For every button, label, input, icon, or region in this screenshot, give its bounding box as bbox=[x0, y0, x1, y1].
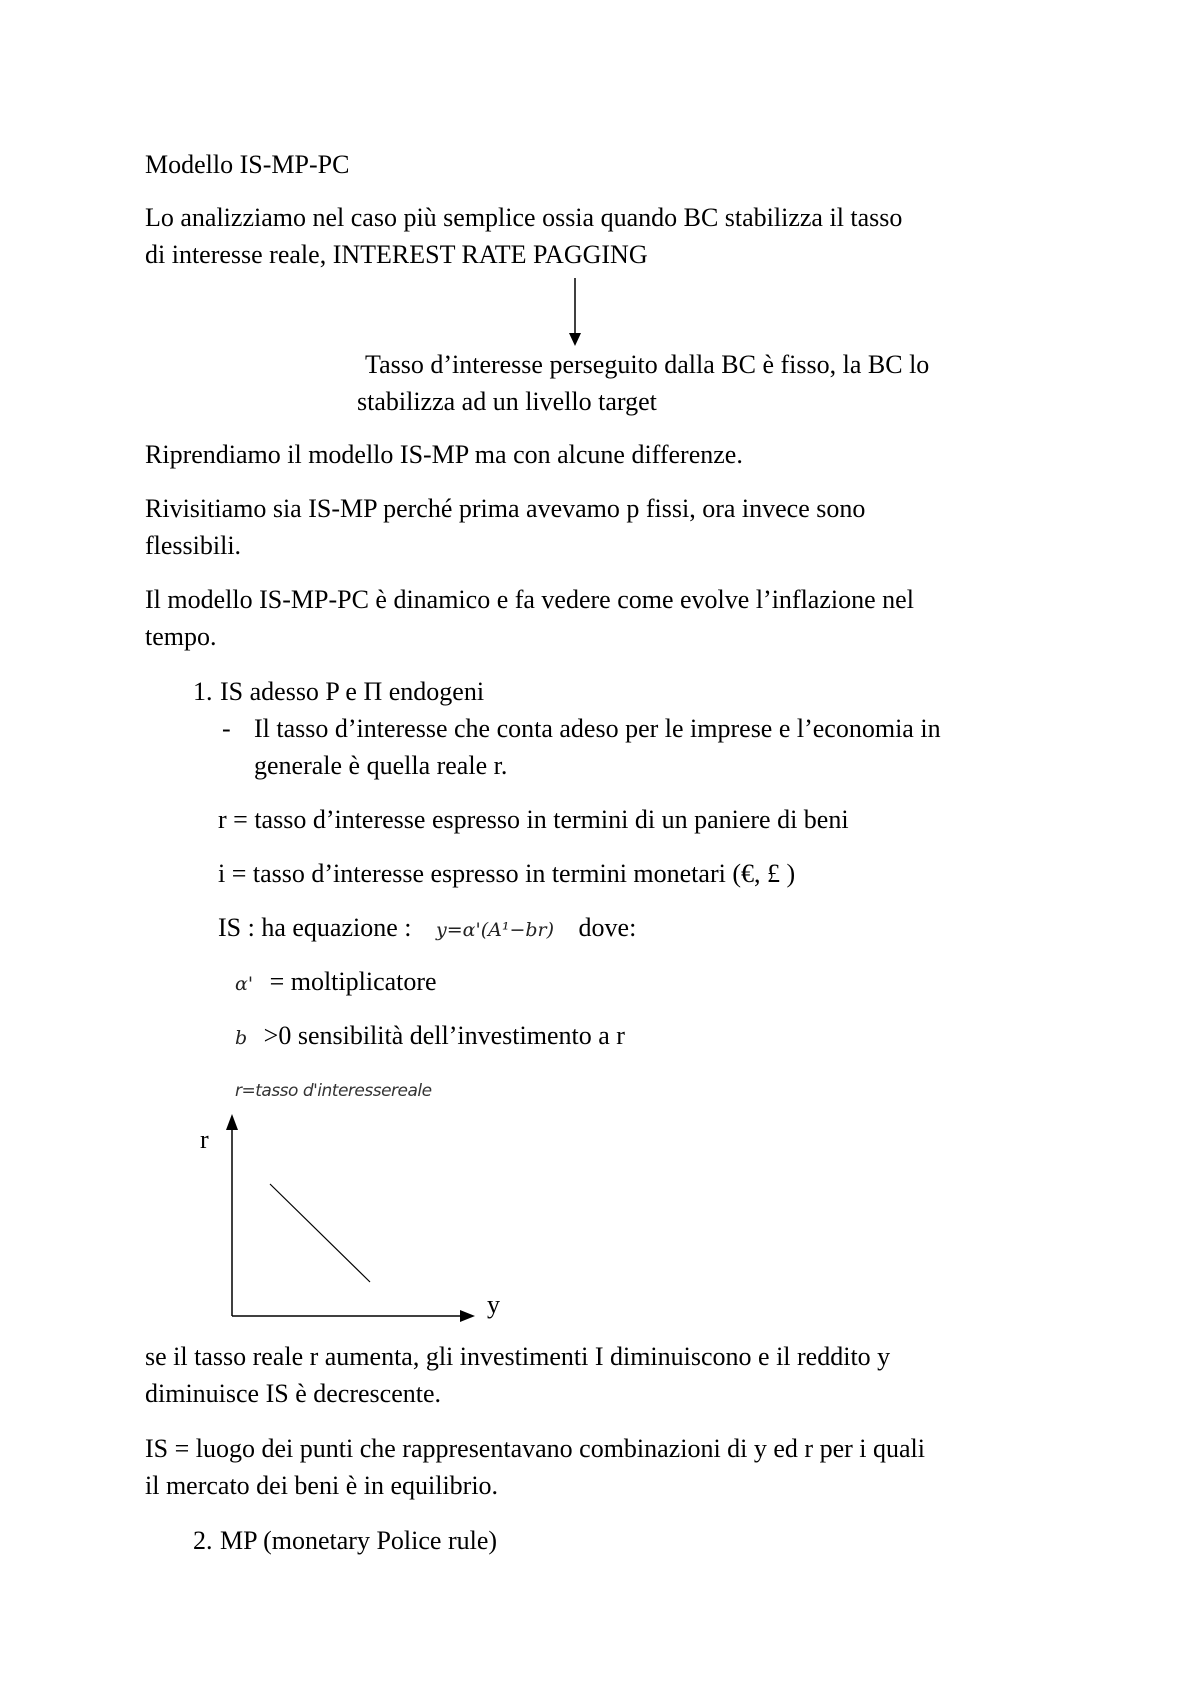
paragraph: flessibili. bbox=[145, 531, 242, 560]
alpha-definition: = moltiplicatore bbox=[269, 967, 437, 996]
is-curve bbox=[270, 1184, 370, 1282]
paragraph: Rivisitiamo sia IS-MP perché prima avevamo p fissi, ora invece sono bbox=[145, 494, 866, 523]
bullet-dash: - bbox=[222, 714, 231, 743]
paragraph: Il modello IS-MP-PC è dinamico e fa vedere come evolve l’inflazione nel bbox=[145, 585, 914, 614]
paragraph: tempo. bbox=[145, 622, 217, 651]
paragraph: diminuisce IS è decrescente. bbox=[145, 1379, 441, 1408]
eq-label: IS : ha equazione : bbox=[218, 913, 412, 942]
sub-item: Il tasso d’interesse che conta adeso per le imprese e l’economia in bbox=[254, 714, 941, 743]
eq-after: dove: bbox=[578, 913, 637, 942]
sub-item: generale è quella reale r. bbox=[254, 751, 508, 780]
paragraph: di interesse reale, INTEREST RATE PAGGING bbox=[145, 240, 648, 269]
is-equation: y=α'(A¹−br) bbox=[436, 919, 555, 941]
b-symbol: b bbox=[235, 1027, 248, 1049]
list-number: 1. bbox=[193, 677, 213, 706]
paragraph: IS = luogo dei punti che rappresentavano combinazioni di y ed r per i quali bbox=[145, 1434, 925, 1463]
b-line bbox=[235, 1021, 625, 1053]
note: Tasso d’interesse perseguito dalla BC è fisso, la BC lo bbox=[365, 350, 930, 379]
paragraph: il mercato dei beni è in equilibrio. bbox=[145, 1471, 499, 1500]
r-definition: r=tasso d'interessereale bbox=[235, 1081, 432, 1101]
paragraph: Lo analizziamo nel caso più semplice ossia quando BC stabilizza il tasso bbox=[145, 203, 903, 232]
alpha-line bbox=[235, 967, 437, 999]
graph-axes bbox=[226, 1114, 475, 1322]
definition: r = tasso d’interesse espresso in termini di un paniere di beni bbox=[218, 805, 849, 834]
y-axis-label: r bbox=[200, 1125, 209, 1154]
list-item: MP (monetary Police rule) bbox=[220, 1526, 498, 1555]
alpha-symbol: α' bbox=[235, 973, 254, 995]
definition: i = tasso d’interesse espresso in termini monetari (€, £ ) bbox=[218, 859, 796, 888]
list-number: 2. bbox=[193, 1526, 213, 1555]
note: stabilizza ad un livello target bbox=[357, 387, 657, 416]
down-arrow bbox=[569, 278, 581, 346]
paragraph: Riprendiamo il modello IS-MP ma con alcune differenze. bbox=[145, 440, 743, 469]
x-axis-label: y bbox=[487, 1290, 500, 1319]
paragraph: se il tasso reale r aumenta, gli investimenti I diminuiscono e il reddito y bbox=[145, 1342, 891, 1371]
b-definition: >0 sensibilità dell’investimento a r bbox=[263, 1021, 625, 1050]
list-item: IS adesso P e Π endogeni bbox=[220, 677, 485, 706]
title: Modello IS-MP-PC bbox=[145, 150, 350, 179]
equation-line bbox=[218, 913, 636, 945]
